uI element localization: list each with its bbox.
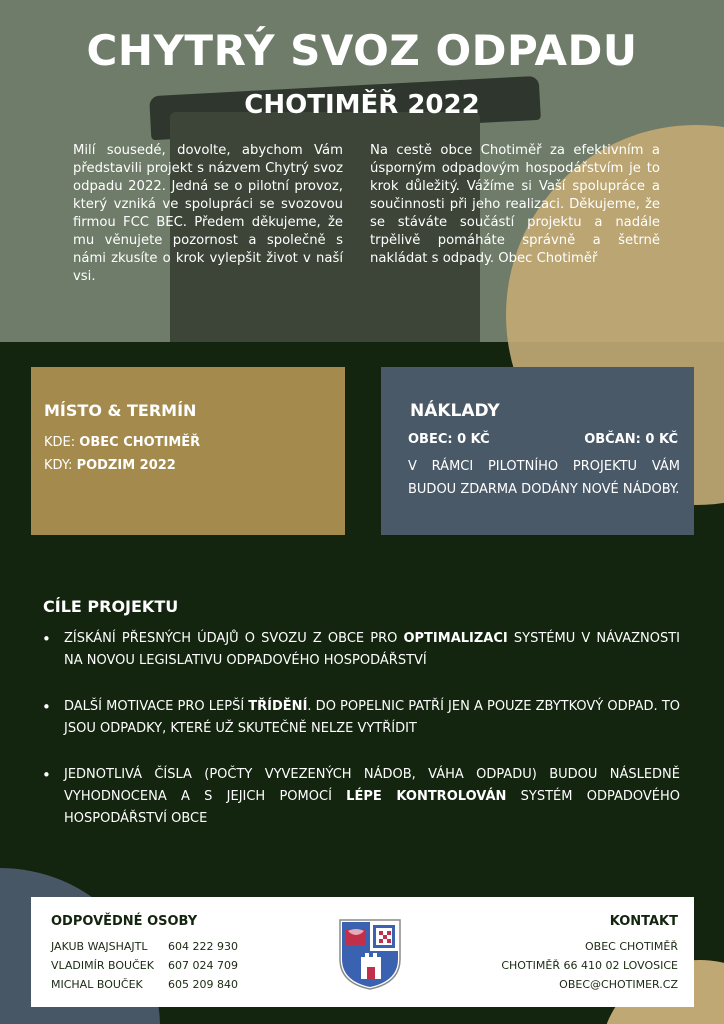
costs-citizen: OBČAN: 0 KČ xyxy=(584,432,678,447)
place-where-label: KDE: xyxy=(44,435,76,450)
place-where xyxy=(44,435,200,450)
goal-emphasis: LÉPE KONTROLOVÁN xyxy=(346,789,507,804)
footer-card xyxy=(31,897,694,1007)
persons-title: ODPOVĚDNÉ OSOBY xyxy=(51,914,198,929)
goal-emphasis: TŘÍDĚNÍ xyxy=(248,699,308,714)
costs-note: V RÁMCI PILOTNÍHO PROJEKTU VÁM BUDOU ZDARMA DODÁNY NOVÉ NÁDOBY. xyxy=(408,459,680,497)
place-time-box xyxy=(31,367,345,535)
person-row xyxy=(51,940,238,953)
place-when xyxy=(44,458,176,473)
page-subtitle: CHOTIMĚŘ 2022 xyxy=(244,90,480,120)
costs-title: NÁKLADY xyxy=(410,401,500,421)
intro-left: Milí sousedé, dovolte, abychom Vám představili projekt s názvem Chytrý svoz odpadu 2022. Jedná se o pilotní provoz, který vzniká ve spolupráci se svozovou firmou FCC BEC. Předem děkujeme, že mu věnujete pozornost a společně s námi zkusíte o krok vylepšit život v naší vsi. xyxy=(73,143,343,284)
intro-right-text: Na cestě obce Chotiměř za efektivním a úsporným odpadovým hospodářstvím je to krok důležitý. Vážíme si Vaší spolupráce a součinnosti při jeho realizaci. Děkujeme, že se stáváte součástí projektu a nadále trpělivě pomáháte správně a šetrně nakládat s odpady. xyxy=(370,143,660,266)
page-title: CHYTRÝ SVOZ ODPADU xyxy=(86,26,638,75)
intro-right xyxy=(370,142,660,268)
goal-text: . DO POPELNIC PATŘÍ JEN A POUZE ZBYTKOVÝ ODPAD. TO JSOU ODPADKY, KTERÉ UŽ SKUTEČNĚ NELZE VYTŘÍDIT xyxy=(64,699,680,736)
person-name: VLADIMÍR BOUČEK xyxy=(51,959,154,972)
person-phone: 604 222 930 xyxy=(168,940,238,953)
contact-line: CHOTIMĚŘ 66 410 02 LOVOSICE xyxy=(501,959,678,972)
goal-text: ZÍSKÁNÍ PŘESNÝCH ÚDAJŮ O SVOZU Z OBCE PRO xyxy=(64,631,404,646)
goal-text: SYSTÉMU V NÁVAZNOSTI NA NOVOU LEGISLATIVU ODPADOVÉHO HOSPODÁŘSTVÍ xyxy=(64,631,680,668)
coat-of-arms-icon xyxy=(337,917,403,991)
person-row xyxy=(51,978,238,991)
goal-item xyxy=(40,696,680,740)
person-name: MICHAL BOUČEK xyxy=(51,978,143,991)
person-phone: 605 209 840 xyxy=(168,978,238,991)
goal-text: SYSTÉM ODPADOVÉHO HOSPODÁŘSTVÍ OBCE xyxy=(64,789,680,826)
contact-line: OBEC CHOTIMĚŘ xyxy=(585,940,678,953)
place-when-value: PODZIM 2022 xyxy=(76,458,176,473)
goal-text: DALŠÍ MOTIVACE PRO LEPŠÍ xyxy=(64,699,249,714)
contact-title: KONTAKT xyxy=(609,914,678,929)
contact-email-link[interactable]: OBEC@CHOTIMER.CZ xyxy=(559,978,678,991)
place-where-value: OBEC CHOTIMĚŘ xyxy=(79,435,201,450)
goals-list xyxy=(40,628,680,854)
person-name: JAKUB WAJSHAJTL xyxy=(51,940,148,953)
intro-signature: Obec Chotiměř xyxy=(498,251,598,266)
goals-title: CÍLE PROJEKTU xyxy=(43,597,179,616)
goal-item xyxy=(40,628,680,672)
goal-text: JEDNOTLIVÁ ČÍSLA (POČTY VYVEZENÝCH NÁDOB, VÁHA ODPADU) BUDOU NÁSLEDNĚ VYHODNOCENA A S JEJICH POMOCÍ xyxy=(64,767,680,804)
goal-item xyxy=(40,764,680,830)
costs-municipality: OBEC: 0 KČ xyxy=(408,432,490,447)
person-phone: 607 024 709 xyxy=(168,959,238,972)
place-time-title: MÍSTO & TERMÍN xyxy=(44,401,197,420)
place-when-label: KDY: xyxy=(44,458,73,473)
goal-emphasis: OPTIMALIZACI xyxy=(403,631,508,646)
person-row xyxy=(51,959,238,972)
costs-box xyxy=(381,367,694,535)
